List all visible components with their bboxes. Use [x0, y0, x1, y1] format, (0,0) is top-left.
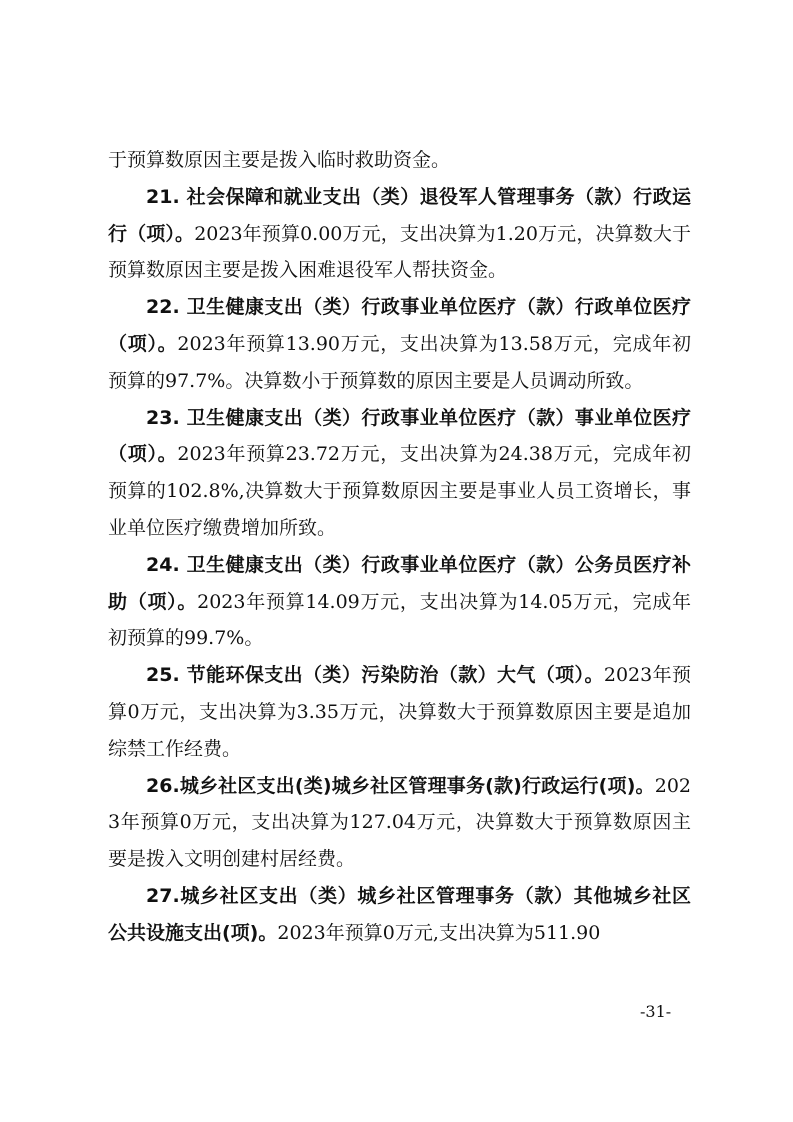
paragraph-heading: 21. 社会保障和就业支出（类）退役军人管理事务（款）行政运行（项）。 — [108, 185, 691, 245]
paragraph-body: 2023年预算13.90万元，支出决算为13.58万元，完成年初预算的97.7%。决算数小于预算数的原因主要是人员调动所致。 — [108, 332, 691, 392]
paragraph-heading: 23. 卫生健康支出（类）行政事业单位医疗（款）事业单位医疗（项）。 — [108, 406, 691, 466]
paragraph-22 — [108, 289, 691, 399]
paragraph-heading: 27.城乡社区支出（类）城乡社区管理事务（款）其他城乡社区公共设施支出(项)。 — [108, 884, 691, 944]
document-page — [108, 142, 691, 952]
paragraph-26 — [108, 768, 691, 878]
page-number: -31- — [640, 1002, 672, 1021]
paragraph-body: 2023年预算23.72万元，支出决算为24.38万元，完成年初预算的102.8%,决算数大于预算数原因主要是事业人员工资增长，事业单位医疗缴费增加所致。 — [108, 443, 691, 539]
paragraph-body: 2023年预算0.00万元，支出决算为1.20万元，决算数大于预算数原因主要是拨入困难退役军人帮扶资金。 — [108, 222, 691, 282]
paragraph-21 — [108, 179, 691, 289]
paragraph-body: 2023年预算0万元,支出决算为511.90 — [277, 921, 601, 944]
paragraph-25 — [108, 657, 691, 767]
paragraph-heading: 25. 节能环保支出（类）污染防治（款）大气（项）。 — [146, 664, 604, 687]
paragraph-heading: 24. 卫生健康支出（类）行政事业单位医疗（款）公务员医疗补助（项）。 — [108, 553, 691, 613]
paragraph-body: 2023年预算0万元，支出决算为3.35万元，决算数大于预算数原因主要是追加综禁工作经费。 — [108, 664, 692, 760]
paragraph-24 — [108, 547, 691, 657]
paragraph-27 — [108, 878, 691, 952]
paragraph-heading: 26.城乡社区支出(类)城乡社区管理事务(款)行政运行(项)。 — [146, 774, 655, 797]
paragraph-body: 2023年预算0万元，支出决算为127.04万元，决算数大于预算数原因主要是拨入文明创建村居经费。 — [108, 774, 691, 871]
lead-paragraph: 于预算数原因主要是拨入临时救助资金。 — [108, 149, 451, 171]
paragraph-heading: 22. 卫生健康支出（类）行政事业单位医疗（款）行政单位医疗（项）。 — [108, 296, 691, 355]
paragraph-body: 2023年预算14.09万元，支出决算为14.05万元，完成年初预算的99.7%。 — [108, 590, 691, 650]
paragraph-23 — [108, 400, 691, 547]
